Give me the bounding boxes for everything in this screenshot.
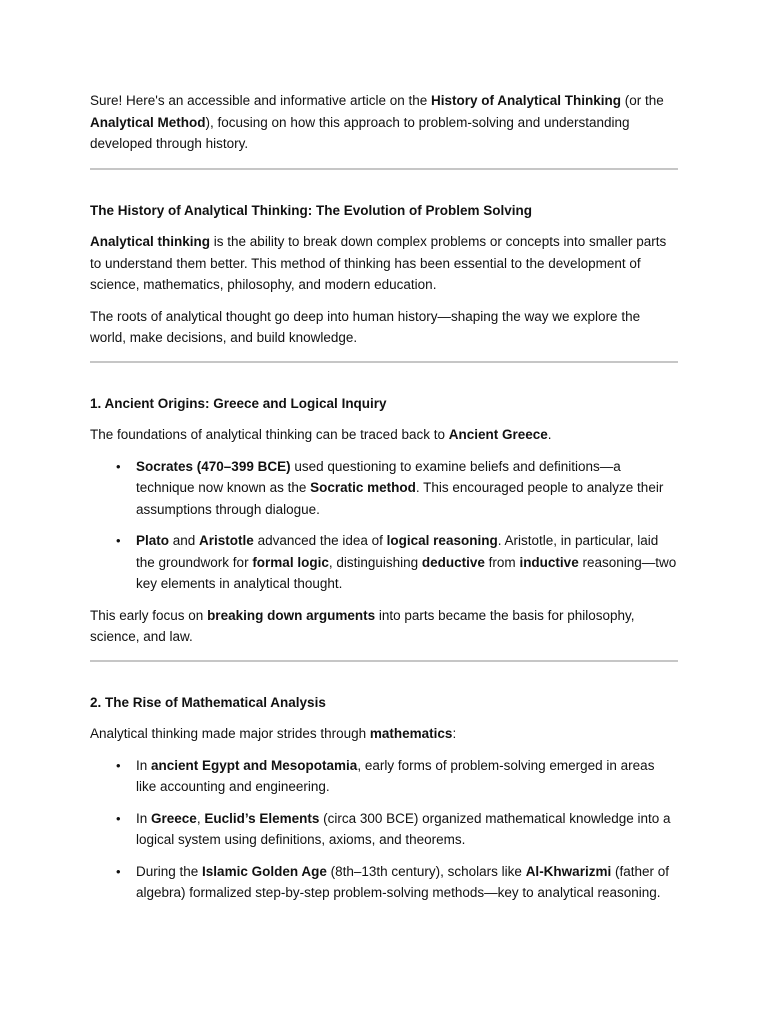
section-2-lead: Analytical thinking made major strides through mathematics:	[90, 726, 457, 741]
bullet-icon: •	[116, 810, 121, 826]
list-item: • During the Islamic Golden Age (8th–13th century), scholars like Al-Khwarizmi (father of algebra) formalized step-by-step problem-solving methods—key to analytical reasoning.	[90, 861, 678, 904]
bullet-icon: •	[116, 863, 121, 879]
divider	[90, 168, 678, 170]
overview-paragraph: Analytical thinking is the ability to break down complex problems or concepts into smaller parts to understand them better. This method of thinking has been essential to the development of science, mathematics, philosophy, and modern education.	[90, 234, 667, 292]
section-heading-2: 2. The Rise of Mathematical Analysis	[90, 694, 326, 710]
section-heading-1: 1. Ancient Origins: Greece and Logical Inquiry	[90, 395, 387, 411]
divider	[90, 361, 678, 363]
bullet-icon: •	[116, 757, 121, 773]
list-item: • Socrates (470–399 BCE) used questioning to examine beliefs and definitions—a technique now known as the Socratic method. This encouraged people to analyze their assumptions through dialogue.	[90, 456, 678, 521]
intro-paragraph: Sure! Here's an accessible and informative article on the History of Analytical Thinking (or the Analytical Method), focusing on how this approach to problem-solving and understanding developed through history.	[90, 93, 664, 151]
list-item: • In ancient Egypt and Mesopotamia, early forms of problem-solving emerged in areas like accounting and engineering.	[90, 755, 678, 798]
list-item: • Plato and Aristotle advanced the idea of logical reasoning. Aristotle, in particular, laid the groundwork for formal logic, distinguishing deductive from inductive reasoning—two key elements in analytical thought.	[90, 530, 678, 595]
section-1-lead: The foundations of analytical thinking can be traced back to Ancient Greece.	[90, 427, 552, 442]
article-title: The History of Analytical Thinking: The Evolution of Problem Solving	[90, 202, 533, 218]
bullet-icon: •	[116, 533, 121, 548]
divider	[90, 660, 678, 662]
list-item: • In Greece, Euclid’s Elements (circa 300 BCE) organized mathematical knowledge into a logical system using definitions, axioms, and theorems.	[90, 808, 678, 851]
document-page	[90, 90, 678, 914]
section-1-closing: This early focus on breaking down arguments into parts became the basis for philosophy, science, and law.	[90, 607, 635, 644]
overview-paragraph-2: The roots of analytical thought go deep into human history—shaping the way we explore the world, make decisions, and build knowledge.	[90, 308, 641, 345]
section-2-bullet-list	[90, 755, 678, 904]
bullet-icon: •	[116, 458, 121, 474]
section-1-bullet-list	[90, 456, 678, 595]
